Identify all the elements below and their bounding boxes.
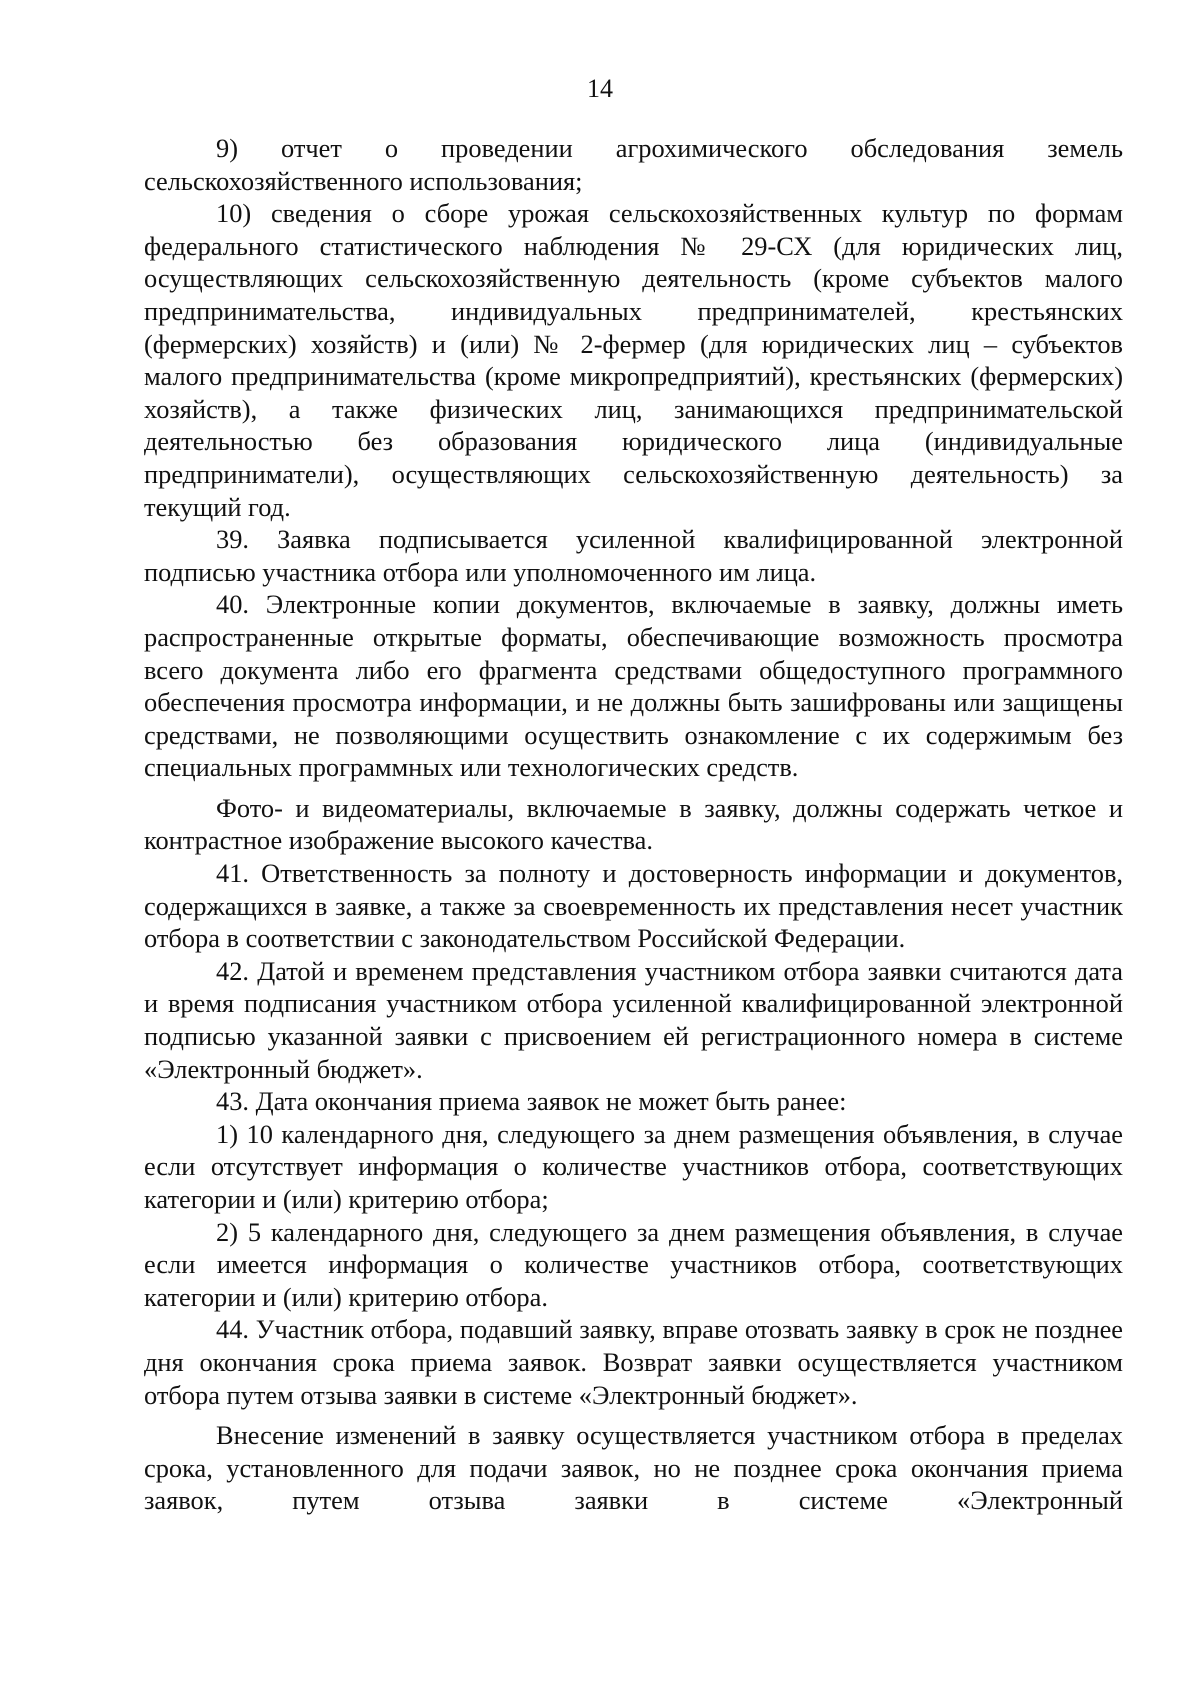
paragraph-clause-41: 41. Ответственность за полноту и достоверность информации и документов, содержащихся в заявке, а также за своевременность их представления несет участник отбора в соответствии с законодательством Российской Федерации. [144, 858, 1123, 954]
paragraph-clause-44: 44. Участник отбора, подавший заявку, вправе отозвать заявку в срок не позднее дня окончания срока приема заявок. Возврат заявки осуществляется участником отбора путем отзыва заявки в системе «Электронный бюджет». [144, 1314, 1123, 1410]
paragraph-item-10: 10) сведения о сборе урожая сельскохозяйственных культур по формам федерального статистического наблюдения № 29-СХ (для юридических лиц, осуществляющих сельскохозяйственную деятельность (кроме субъектов малого предпринимательства, индивидуальных предпринимателей, крестьянских (фермерских) хозяйств) и (или) № 2-фермер (для юридических лиц – субъектов малого предпринимательства (кроме микропредприятий), крестьянских (фермерских) хозяйств), а также физических лиц, занимающихся предпринимательской деятельностью без образования юридического лица (индивидуальные предприниматели), осуществляющих сельскохозяйственную деятельность) за текущий год. [144, 198, 1123, 522]
paragraph-amendments: Внесение изменений в заявку осуществляется участником отбора в пределах срока, установленного для подачи заявок, но не позднее срока окончания приема заявок, путем отзыва заявки в системе «Электронный [144, 1420, 1123, 1516]
paragraph-item-9: 9) отчет о проведении агрохимического обследования земель сельскохозяйственного использования; [144, 133, 1123, 196]
paragraph-clause-43-item-2: 2) 5 календарного дня, следующего за днем размещения объявления, в случае если имеется информация о количестве участников отбора, соответствующих категории и (или) критерию отбора. [144, 1216, 1123, 1312]
paragraph-clause-43: 43. Дата окончания приема заявок не может быть ранее: [216, 1086, 847, 1117]
paragraph-clause-42: 42. Датой и временем представления участником отбора заявки считаются дата и время подписания участником отбора усиленной квалифицированной электронной подписью указанной заявки с присвоением ей регистрационного номера в системе «Электронный бюджет». [144, 955, 1123, 1084]
paragraph-clause-39: 39. Заявка подписывается усиленной квалифицированной электронной подписью участника отбора или уполномоченного им лица. [144, 524, 1123, 587]
paragraph-clause-43-item-1: 1) 10 календарного дня, следующего за днем размещения объявления, в случае если отсутствует информация о количестве участников отбора, соответствующих категории и (или) критерию отбора; [144, 1118, 1123, 1214]
document-body [144, 132, 1123, 1517]
paragraph-photo-video: Фото- и видеоматериалы, включаемые в заявку, должны содержать четкое и контрастное изображение высокого качества. [144, 792, 1123, 856]
paragraph-clause-40: 40. Электронные копии документов, включаемые в заявку, должны иметь распространенные открытые форматы, обеспечивающие возможность просмотра всего документа либо его фрагмента средствами общедоступного программного обеспечения просмотра информации, и не должны быть зашифрованы или защищены средствами, не позволяющими осуществить ознакомление с их содержимым без специальных программных или технологических средств. [144, 589, 1123, 783]
page-number: 14 [587, 74, 613, 103]
